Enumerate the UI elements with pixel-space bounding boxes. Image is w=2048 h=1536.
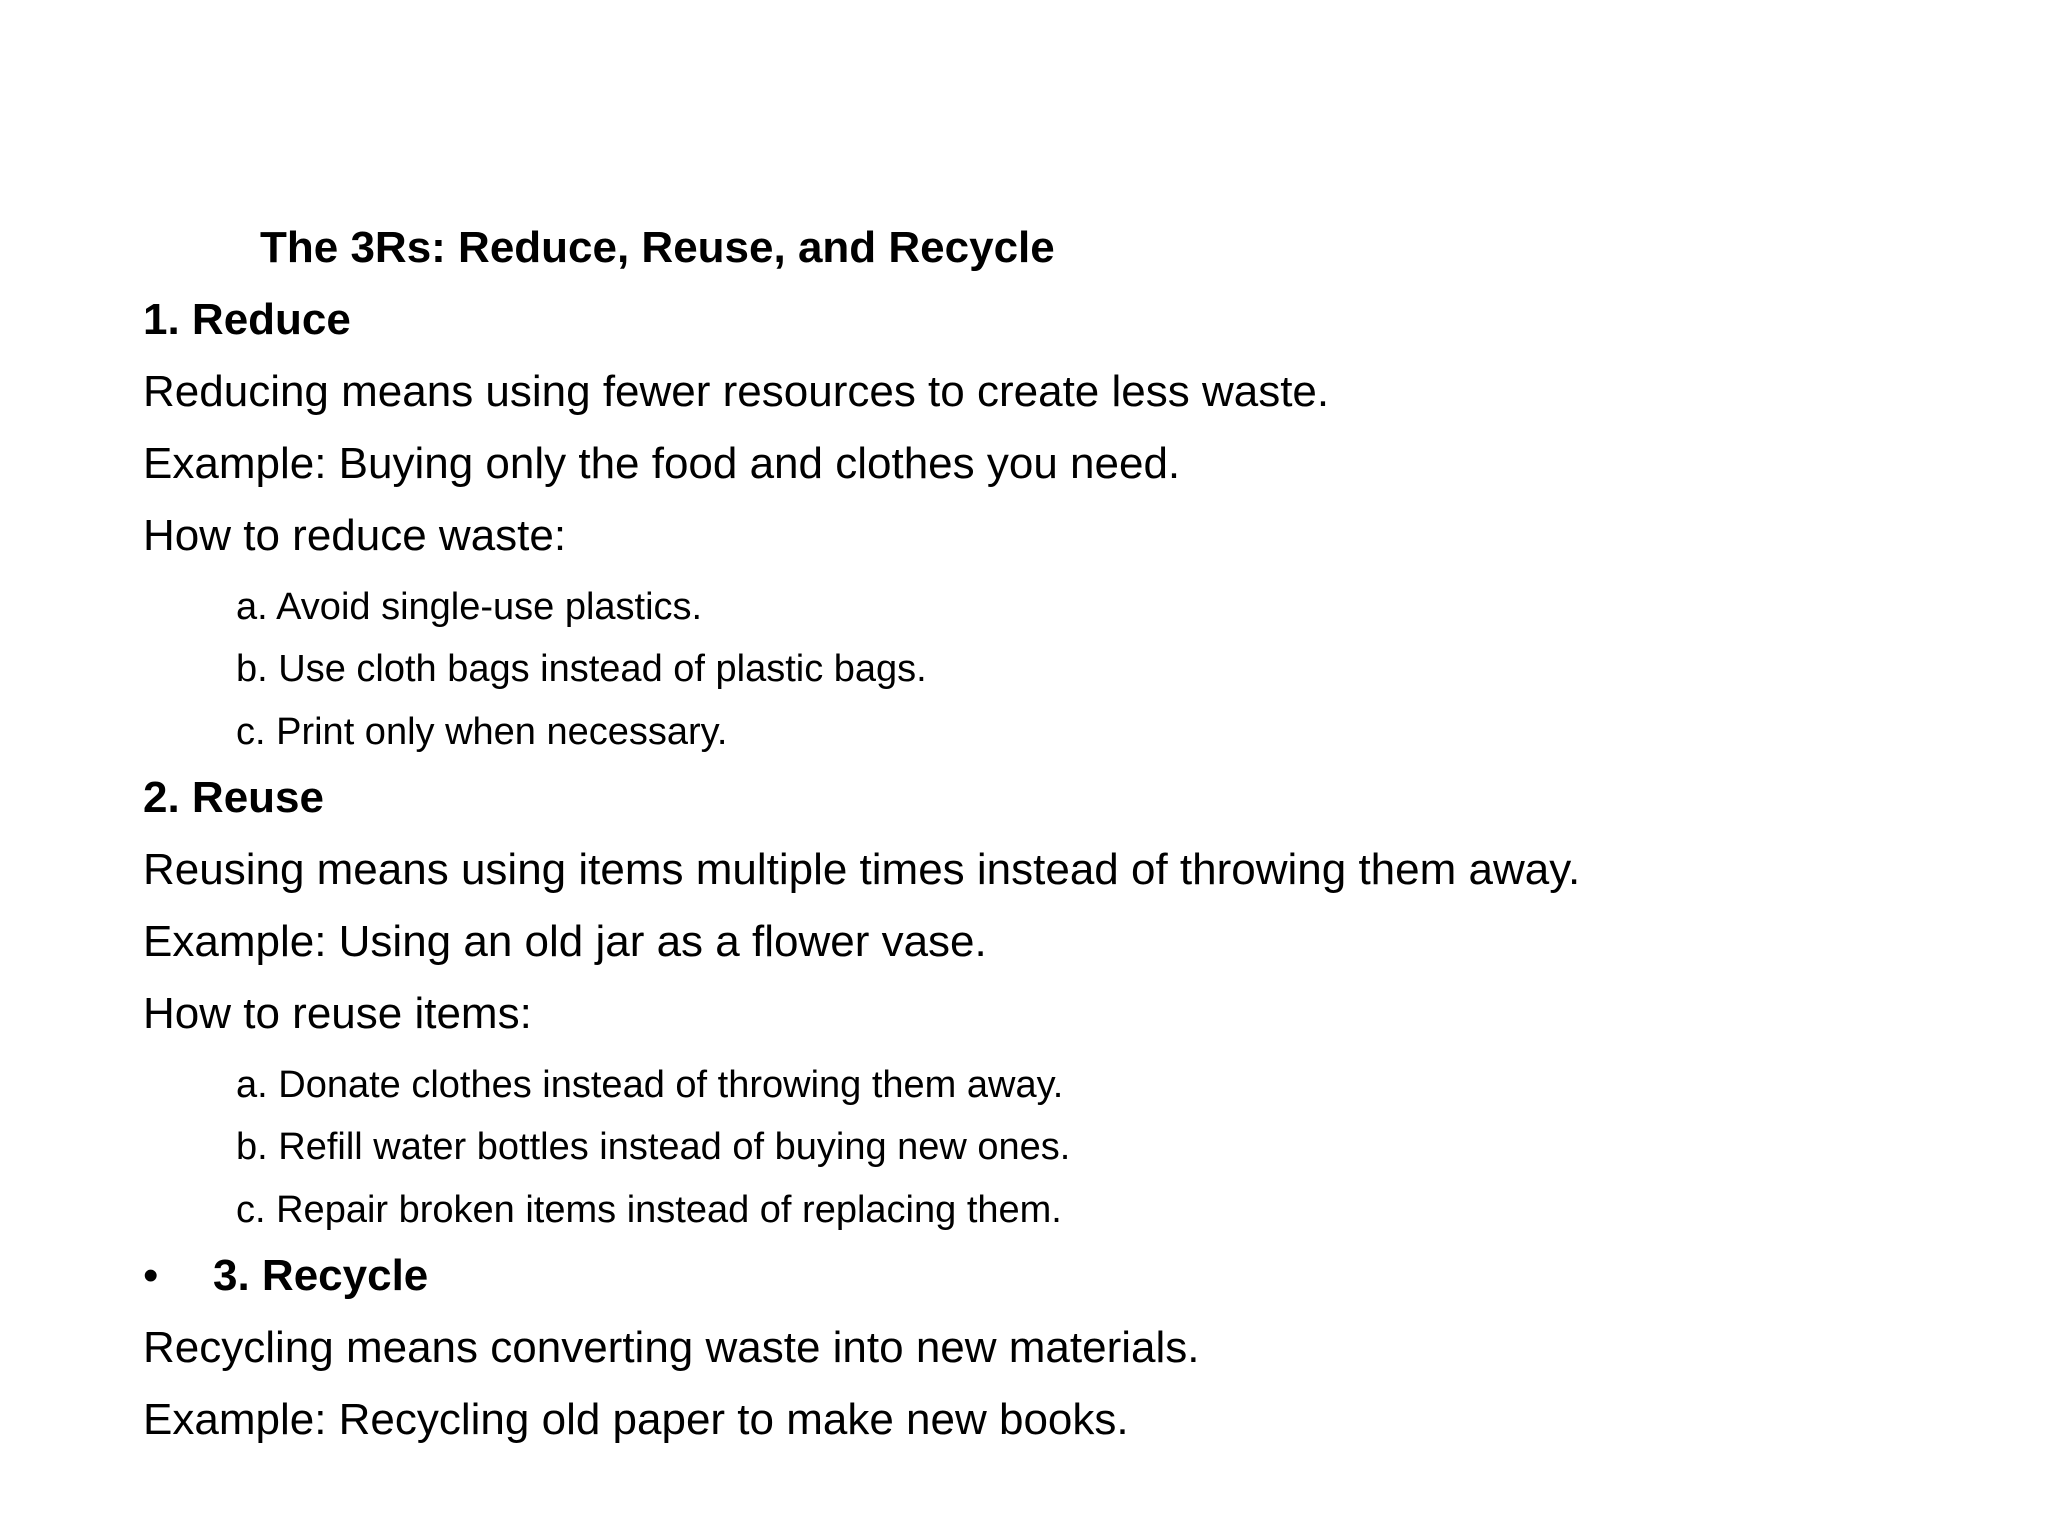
section-heading-reduce: 1. Reduce (143, 295, 351, 344)
reduce-how-to: How to reduce waste: (143, 511, 567, 560)
reuse-how-to: How to reuse items: (143, 989, 532, 1038)
section-heading-recycle: 3. Recycle (213, 1251, 429, 1300)
recycle-definition: Recycling means converting waste into new materials. (143, 1323, 1200, 1372)
reduce-definition: Reducing means using fewer resources to create less waste. (143, 367, 1330, 416)
reduce-example: Example: Buying only the food and clothes you need. (143, 439, 1181, 488)
reduce-item: a. Avoid single-use plastics. (236, 586, 703, 628)
section-heading-reuse: 2. Reuse (143, 773, 324, 822)
reuse-definition: Reusing means using items multiple times instead of throwing them away. (143, 845, 1581, 894)
recycle-example: Example: Recycling old paper to make new books. (143, 1395, 1129, 1444)
reduce-item: b. Use cloth bags instead of plastic bags. (236, 648, 927, 690)
bullet-icon: • (143, 1251, 159, 1300)
reuse-item: c. Repair broken items instead of replacing them. (236, 1189, 1062, 1231)
section-heading-recycle-row (143, 1251, 429, 1300)
reuse-item: a. Donate clothes instead of throwing them away. (236, 1064, 1064, 1106)
reuse-example: Example: Using an old jar as a flower vase. (143, 917, 987, 966)
reduce-item: c. Print only when necessary. (236, 711, 728, 753)
reuse-item: b. Refill water bottles instead of buying new ones. (236, 1126, 1071, 1168)
document-title: The 3Rs: Reduce, Reuse, and Recycle (260, 223, 1055, 272)
